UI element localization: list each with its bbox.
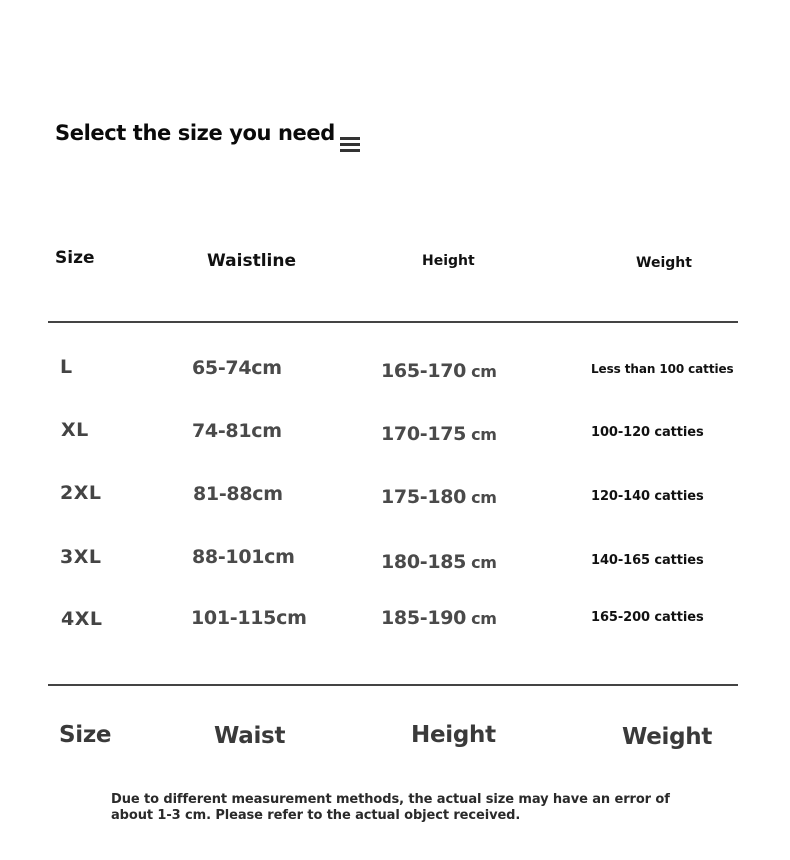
waist-cell: 88-101cm	[192, 546, 295, 568]
size-cell: XL	[61, 419, 89, 441]
size-cell: L	[60, 356, 73, 378]
weight-cell: 140-165 catties	[591, 553, 704, 568]
header-height: Height	[422, 253, 475, 269]
height-cell	[381, 607, 497, 629]
height-unit: cm	[471, 553, 497, 572]
header-size: Size	[55, 248, 95, 268]
height-cell	[381, 551, 497, 573]
height-value: 175-180	[381, 486, 467, 508]
height-unit: cm	[471, 488, 497, 507]
menu-icon-bar	[340, 137, 360, 140]
weight-cell: Less than 100 catties	[591, 362, 734, 376]
height-value: 170-175	[381, 423, 467, 445]
size-cell: 3XL	[60, 546, 102, 568]
menu-icon-bar	[340, 143, 360, 146]
page-title: Select the size you need	[55, 121, 335, 145]
table-bottom-rule	[48, 684, 738, 686]
measurement-note: Due to different measurement methods, the actual size may have an error of about 1-3 cm. Please refer to the actual object received.	[111, 792, 670, 823]
height-unit: cm	[471, 362, 497, 381]
weight-cell: 100-120 catties	[591, 425, 704, 440]
height-cell	[381, 360, 497, 382]
menu-icon-bar	[340, 149, 360, 152]
header-weight: Weight	[636, 255, 692, 271]
footer-height: Height	[411, 722, 496, 748]
table-top-rule	[48, 321, 738, 323]
weight-cell: 165-200 catties	[591, 610, 704, 625]
height-cell	[381, 486, 497, 508]
size-cell: 4XL	[61, 608, 103, 630]
menu-icon[interactable]	[340, 137, 360, 152]
waist-cell: 81-88cm	[193, 483, 283, 505]
height-unit: cm	[471, 425, 497, 444]
height-cell	[381, 423, 497, 445]
waist-cell: 74-81cm	[192, 420, 282, 442]
weight-cell: 120-140 catties	[591, 489, 704, 504]
height-value: 180-185	[381, 551, 467, 573]
height-value: 165-170	[381, 360, 467, 382]
footer-size: Size	[59, 722, 112, 748]
size-cell: 2XL	[60, 482, 102, 504]
height-unit: cm	[471, 609, 497, 628]
waist-cell: 65-74cm	[192, 357, 282, 379]
footer-weight: Weight	[622, 724, 713, 750]
waist-cell: 101-115cm	[191, 607, 307, 629]
header-waistline: Waistline	[207, 251, 296, 271]
height-value: 185-190	[381, 607, 467, 629]
footer-waist: Waist	[214, 723, 286, 749]
